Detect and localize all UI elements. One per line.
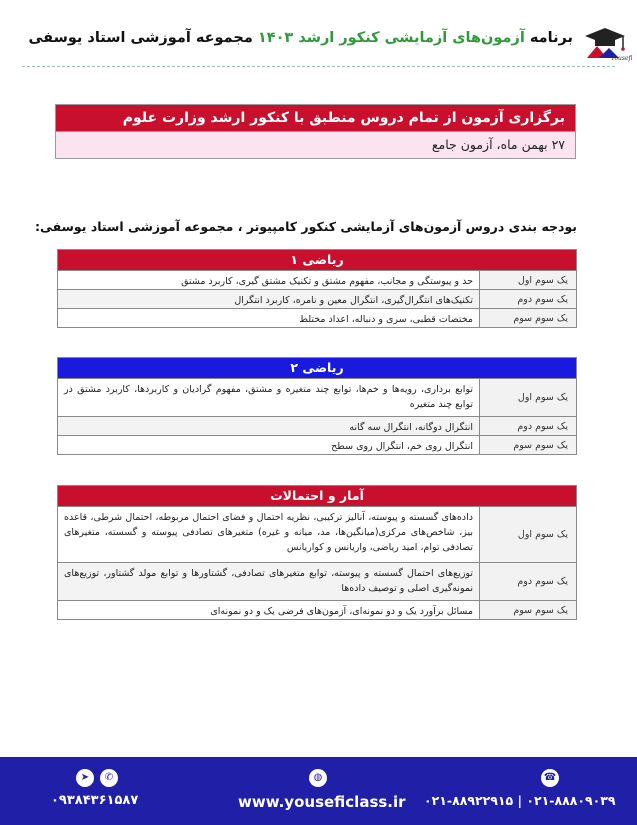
- row-topic: انتگرال روی خم، انتگرال روی سطح: [331, 441, 473, 452]
- whatsapp-icon: ✆: [100, 769, 118, 787]
- table-header: آمار و احتمالات: [58, 486, 576, 507]
- row-label: یک سوم اول: [479, 379, 576, 416]
- row-label: یک سوم دوم: [479, 290, 576, 308]
- row-topic: توابع برداری، رویه‌ها و خم‌ها، توابع چند متغیره و مشتق، مفهوم گرادیان و کاربردها، کاربرد مشتق در توابع چند متغیره: [64, 384, 473, 410]
- row-label: یک سوم اول: [479, 507, 576, 562]
- table-row: [58, 417, 576, 436]
- header-title-highlight: آزمون‌های آزمایشی کنکور ارشد ۱۴۰۳: [257, 30, 525, 46]
- table-math1: [57, 249, 577, 328]
- row-label: یک سوم سوم: [479, 601, 576, 619]
- table-row: [58, 563, 576, 601]
- table-row: [58, 290, 576, 309]
- table-row: [58, 309, 576, 327]
- footer-website[interactable]: www.youseficlass.ir: [238, 793, 406, 811]
- row-label: یک سوم اول: [479, 271, 576, 289]
- header-title-suffix: مجموعه آموزشی استاد یوسفی: [28, 30, 253, 46]
- row-topic: حد و پیوستگی و مجانب، مفهوم مشتق و تکنیک مشتق گیری، کاربرد مشتق: [181, 276, 473, 287]
- budget-title: بودجه بندی دروس آزمون‌های آزمایشی کنکور کامپیوتر ، مجموعه آموزشی استاد یوسفی:: [35, 219, 577, 234]
- telegram-icon: ➤: [76, 769, 94, 787]
- exam-date: ۲۷ بهمن ماه، آزمون جامع: [56, 131, 575, 158]
- phone-icon: ☎: [541, 769, 559, 787]
- row-topic: انتگرال دوگانه، انتگرال سه گانه: [58, 417, 479, 435]
- table-row: [58, 601, 576, 619]
- header-divider: [22, 66, 615, 67]
- row-label: یک سوم سوم: [479, 436, 576, 454]
- row-topic: مختصات قطبی، سری و دنباله، اعداد مختلط: [299, 314, 473, 325]
- footer: [0, 757, 637, 825]
- row-topic: تکنیک‌های انتگرال‌گیری، انتگرال معین و نامره، کاربرد انتگرال: [58, 290, 479, 308]
- header: [0, 18, 637, 66]
- table-math2: [57, 357, 577, 455]
- exam-box: [55, 104, 576, 159]
- row-label: یک سوم دوم: [479, 417, 576, 435]
- table-header: ریاضی ۱: [58, 250, 576, 271]
- row-topic: توزیع‌های احتمال گسسته و پیوسته، توابع متغیرهای تصادفی، گشتاورها و توابع مولد گشتاور، توزیع‌های نمونه‌گیری اصلی و توصیف داده‌ها: [58, 563, 479, 600]
- table-header: ریاضی ۲: [58, 358, 576, 379]
- globe-icon: ◍: [309, 769, 327, 787]
- logo-text: Yousefi: [611, 55, 633, 62]
- row-label: یک سوم دوم: [479, 563, 576, 600]
- table-row: [58, 271, 576, 290]
- table-row: [58, 379, 576, 417]
- table-row: [58, 507, 576, 563]
- table-row: [58, 436, 576, 454]
- row-label: یک سوم سوم: [479, 309, 576, 327]
- footer-phones[interactable]: ۰۲۱-۸۸۸۰۹۰۳۹ | ۰۲۱-۸۸۹۲۲۹۱۵: [424, 793, 616, 808]
- row-topic: مسائل برآورد یک و دو نمونه‌ای، آزمون‌های فرضی یک و دو نمونه‌ای: [210, 606, 473, 617]
- header-title: [28, 30, 573, 46]
- header-title-prefix: برنامه: [529, 30, 573, 46]
- exam-title: برگزاری آزمون از تمام دروس منطبق با کنکور ارشد وزارت علوم: [56, 105, 575, 131]
- row-topic: داده‌های گسسته و پیوسته، آنالیز ترکیبی، نظریه احتمال و فضای احتمال مربوطه، احتمال شرطی، قاعده بیز، شاخص‌های مرکزی(میانگین‌ها، مد، میانه و غیره) متغیرهای تصادفی پیوسته و گسسته، متغیرهای تصادفی توام، امید ریاضی، واریانس و کواریانس: [64, 512, 473, 553]
- table-statistics: [57, 485, 577, 620]
- graduation-cap-logo-icon: [581, 22, 633, 62]
- footer-mobile[interactable]: ۰۹۳۸۴۳۶۱۵۸۷: [51, 793, 139, 808]
